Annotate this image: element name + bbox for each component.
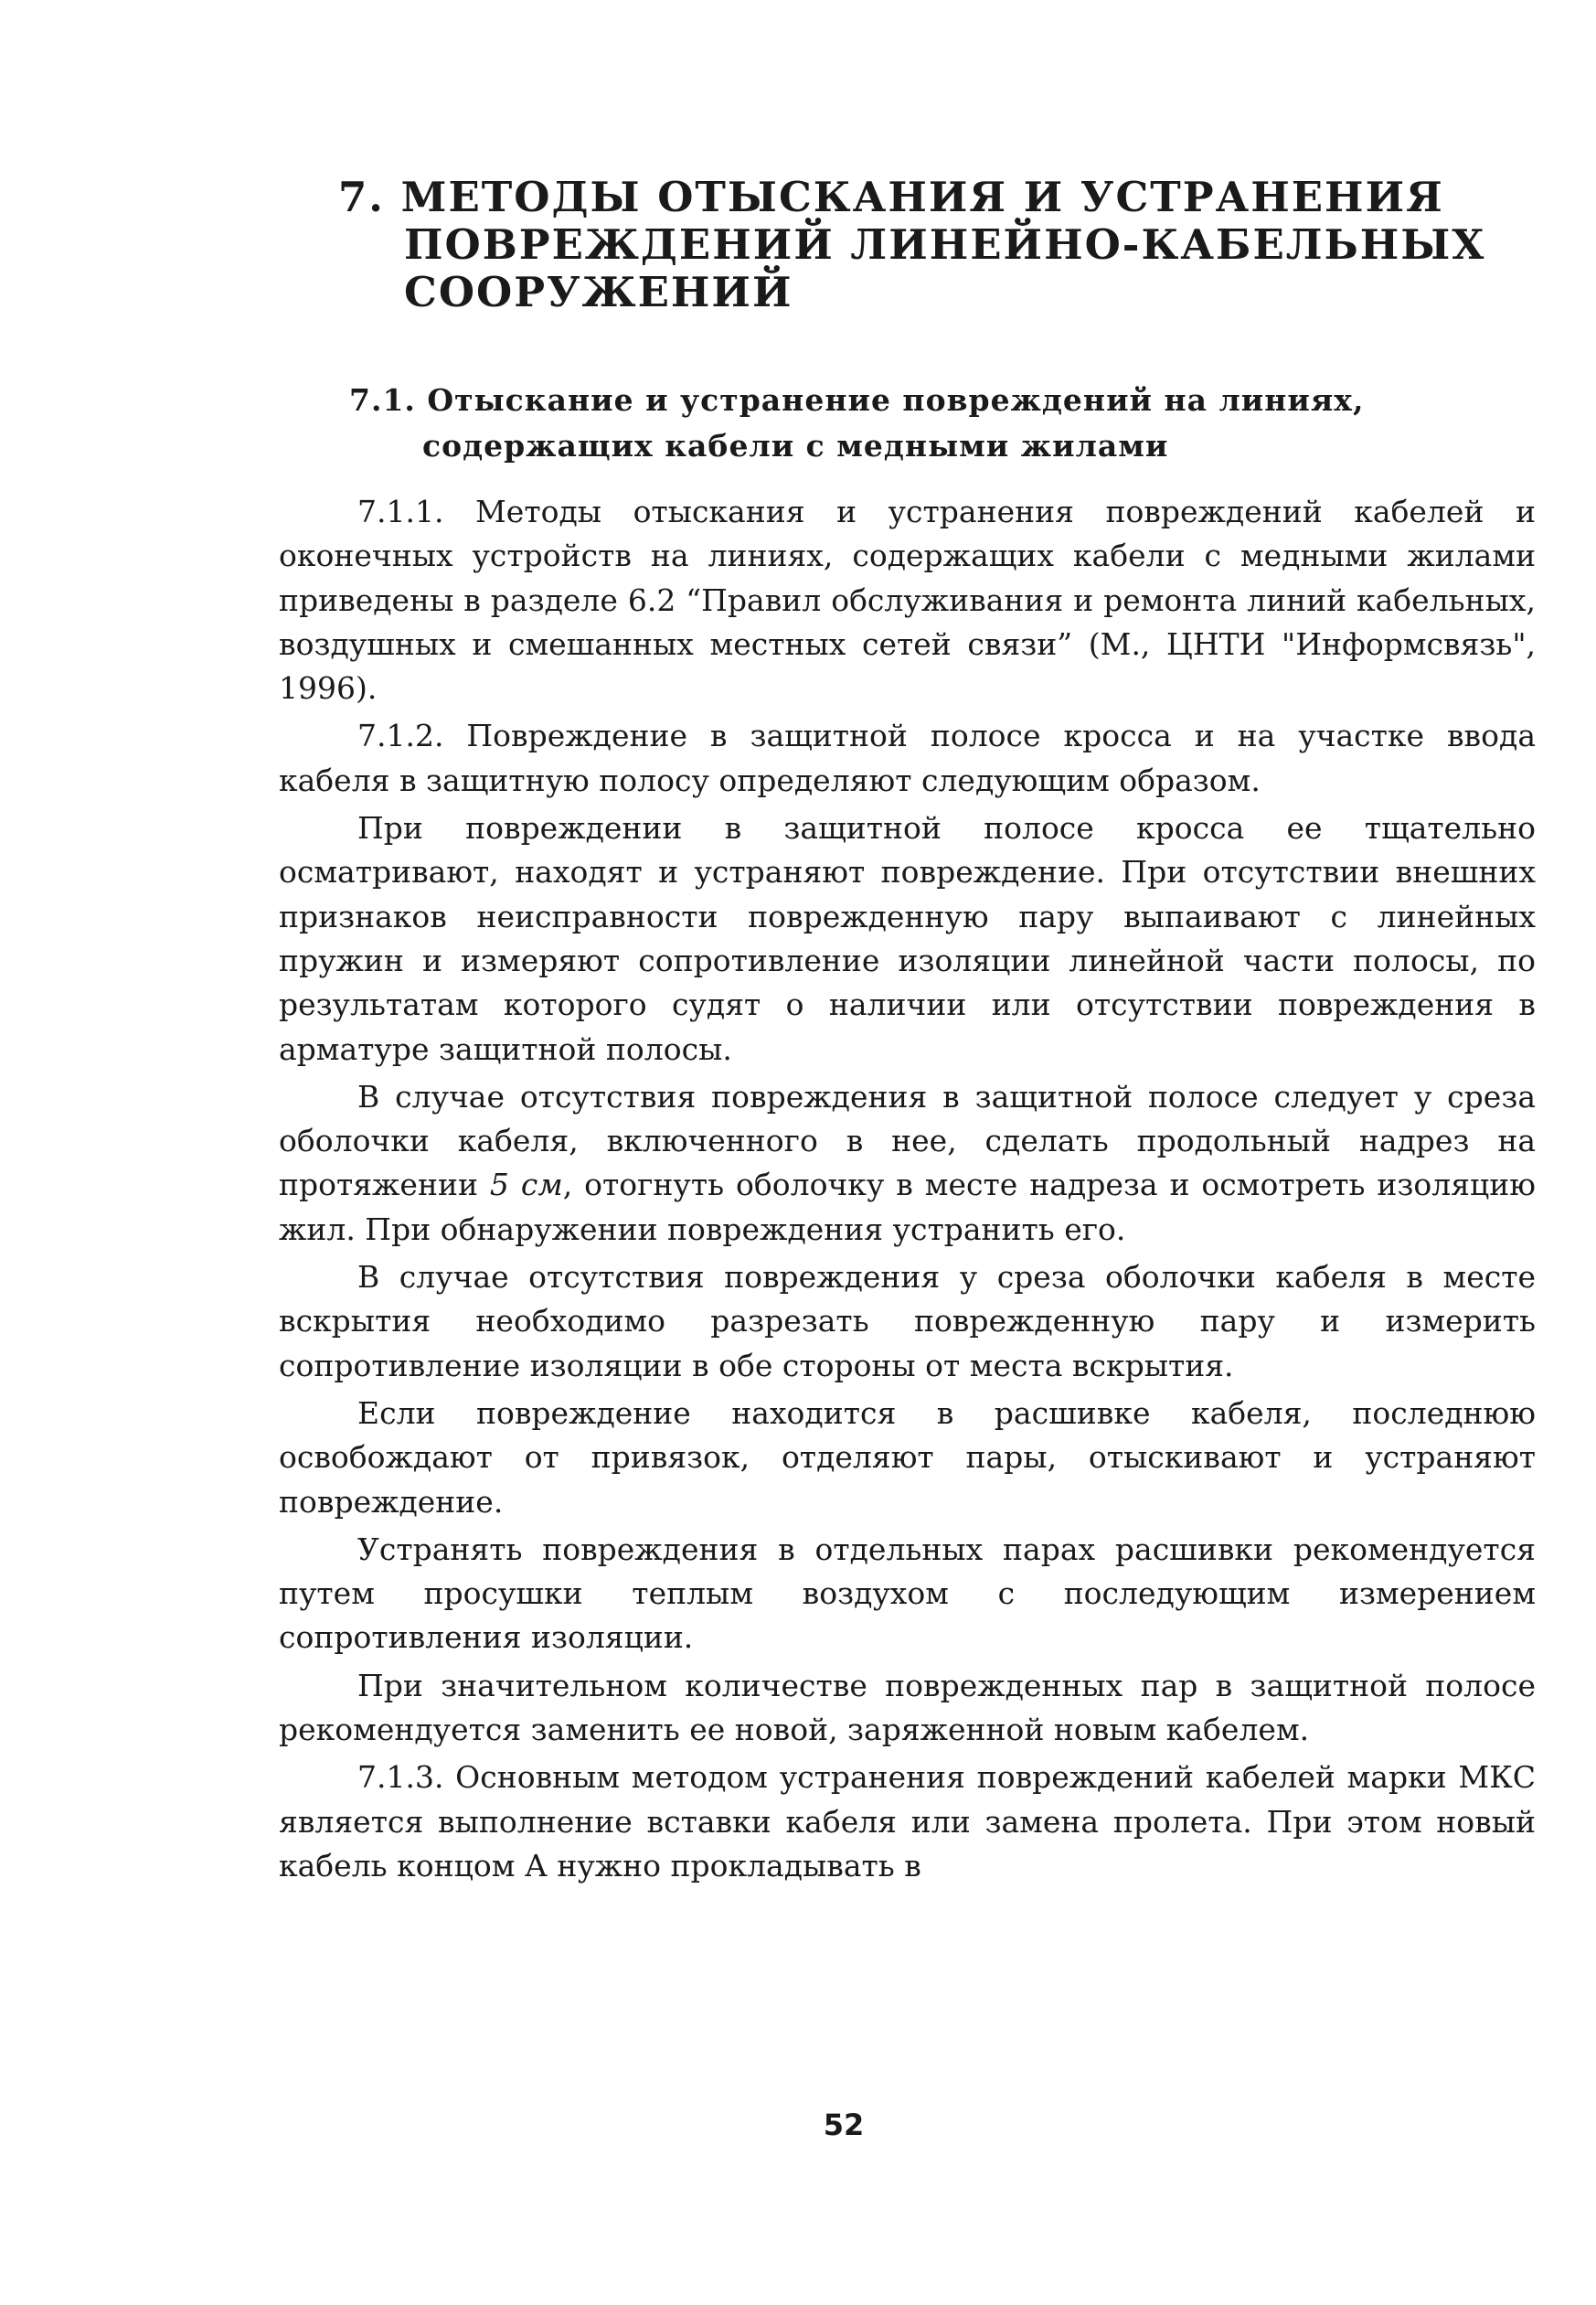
paragraph: При повреждении в защитной полосе кросса ее тщательно осматривают, находят и устраняют повреждение. При отсутствии внешних признаков неисправности поврежденную пару выпаивают с линейных пружин и измеряют сопротивление изоляции линейной части полосы, по результатам которого судят о наличии или отсутствии повреждения в арматуре защитной полосы. [279,810,1536,1067]
paragraph: В случае отсутствия повреждения у среза оболочки кабеля в месте вскрытия необходимо разрезать поврежденную пару и измерить сопротивление изоляции в обе стороны от места вскрытия. [279,1259,1536,1383]
paragraph: Если повреждение находится в расшивке кабеля, последнюю освобождают от привязок, отделяют пары, отыскивают и устраняют повреждение. [279,1394,1536,1520]
paragraph: Устранять повреждения в отдельных парах расшивки рекомендуется путем просушки теплым воздухом с последующим измерением сопротивления изоляции. [279,1531,1536,1656]
italic-measure: 5 см [489,1167,563,1203]
section-heading-line: 7.1. Отыскание и устранение повреждений на линиях, [349,382,1365,418]
body-text [279,490,1536,1888]
paragraph-7-1-3: 7.1.3. Основным методом устранения повреждений кабелей марки МКС является выполнение вставки кабеля или замена пролета. При этом новый кабель концом А нужно прокладывать в [279,1759,1536,1883]
paragraph: При значительном количестве поврежденных пар в защитной полосе рекомендуется заменить ее новой, заряженной новым кабелем. [279,1667,1536,1748]
chapter-title-line: 7. МЕТОДЫ ОТЫСКАНИЯ И УСТРАНЕНИЯ [338,173,1444,221]
paragraph-text: В случае отсутствия повреждения в защитной полосе следует у среза оболочки кабеля, включенного в нее, сделать продольный надрез на протяжении [279,1078,1536,1203]
section-heading [349,378,1400,469]
paragraph-7-1-2: 7.1.2. Повреждение в защитной полосе кросса и на участке ввода кабеля в защитную полосу определяют следующим образом. [279,718,1536,798]
chapter-title-line: ПОВРЕЖДЕНИЙ ЛИНЕЙНО-КАБЕЛЬНЫХ [404,220,1486,269]
paragraph-text: , отогнуть оболочку в месте надреза и осмотреть изоляцию жил. При обнаружении повреждения устранить его. [279,1167,1537,1247]
chapter-title-line: СООРУЖЕНИЙ [404,268,793,316]
section-heading-line: содержащих кабели с медными жилами [422,428,1169,464]
page-number: 52 [823,2108,865,2142]
paragraph-7-1-1: 7.1.1. Методы отыскания и устранения повреждений кабелей и оконечных устройств на линиях, содержащих кабели с медными жилами приведены в разделе 6.2 “Правил обслуживания и ремонта линий кабельных, воздушных и смешанных местных сетей связи” (М., ЦНТИ "Информсвязь", 1996). [279,494,1536,707]
chapter-title [338,173,1486,316]
paragraph [279,1075,1536,1252]
